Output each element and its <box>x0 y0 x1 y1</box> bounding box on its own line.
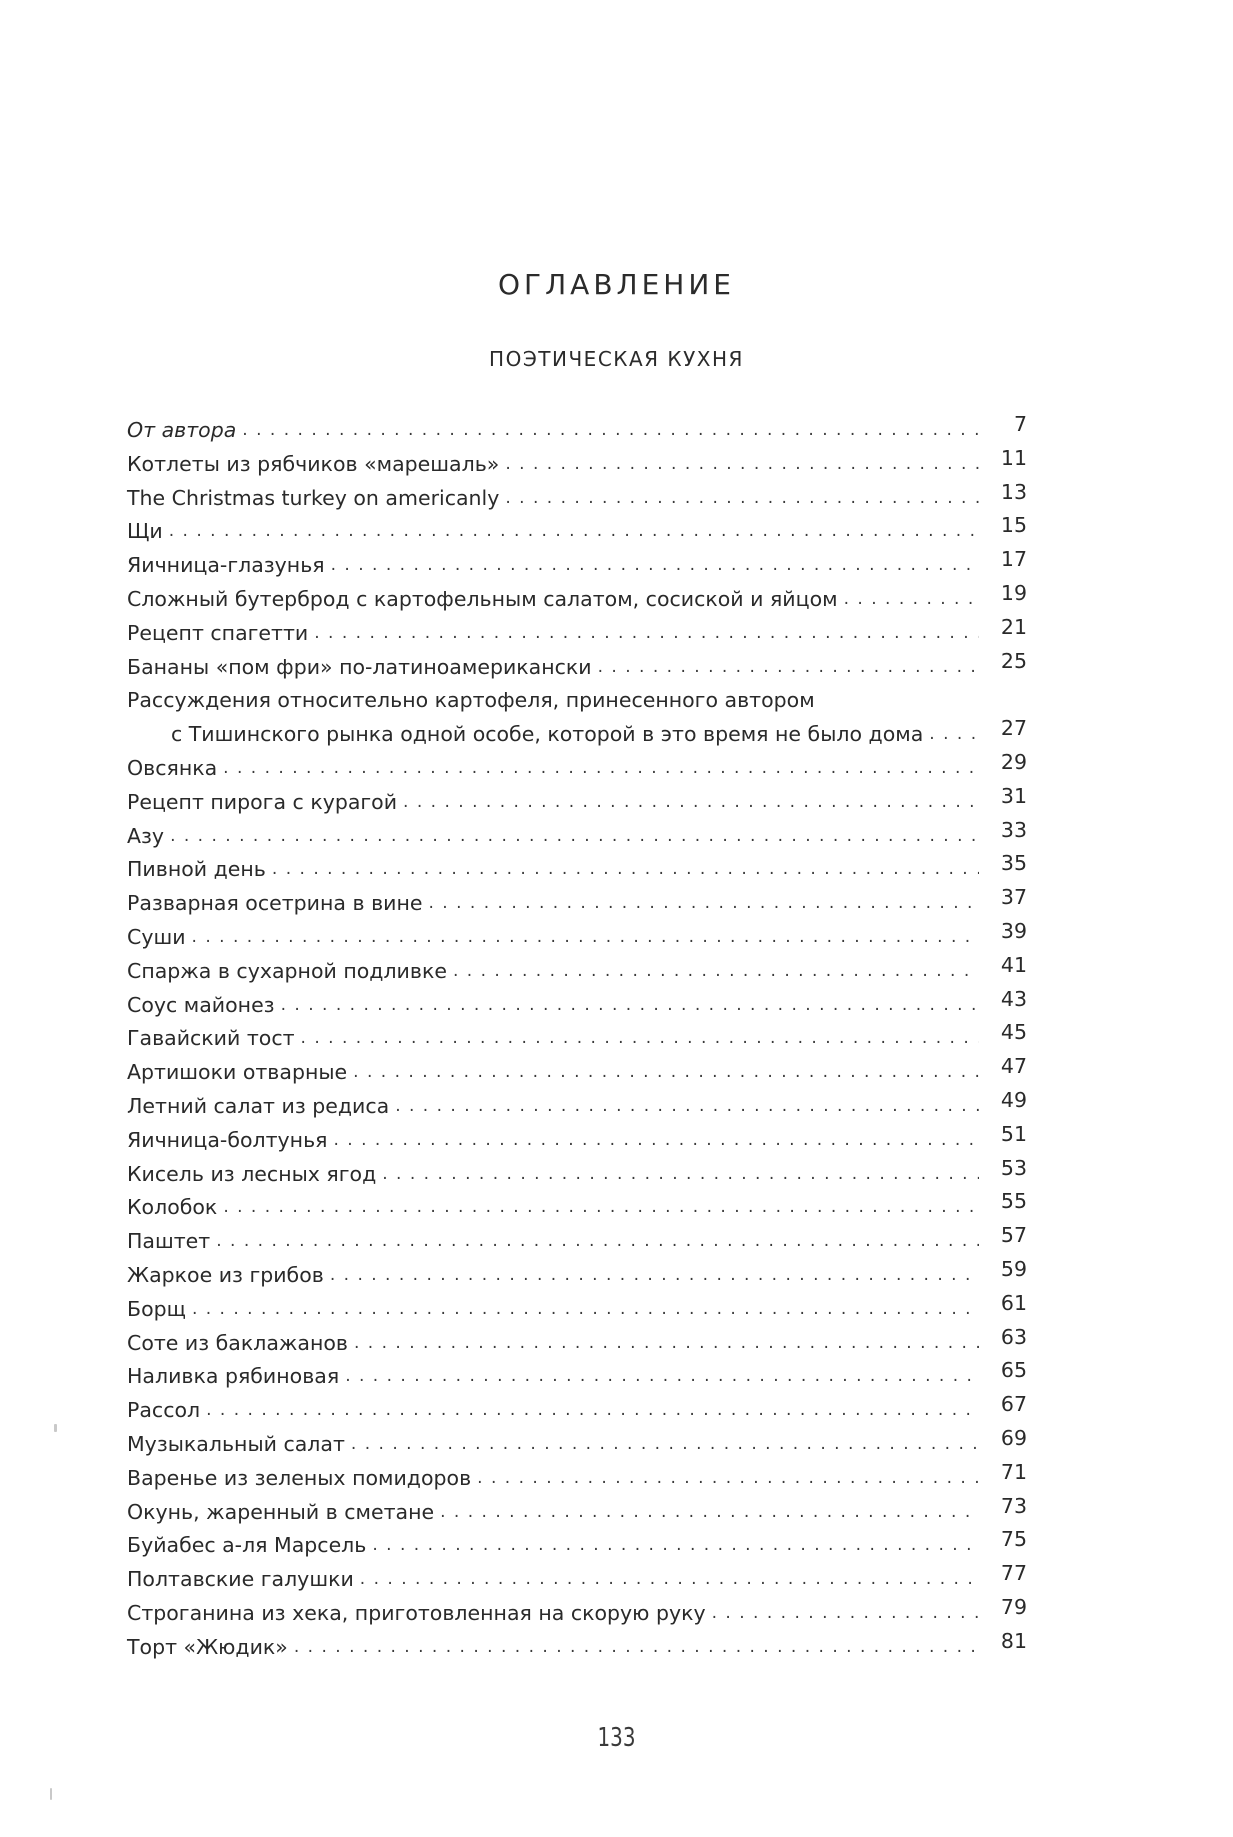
toc-entry <box>127 817 1027 854</box>
toc-entry <box>127 479 1027 516</box>
dot-leader <box>216 1225 979 1259</box>
toc-entry <box>127 1594 1027 1631</box>
dot-leader <box>223 752 979 786</box>
toc-entry <box>127 1155 1027 1192</box>
toc-entry <box>127 1425 1027 1462</box>
toc-entry-page: 59 <box>1000 1256 1027 1281</box>
toc-entry-title-continuation: с Тишинского рынка одной особе, которой в это время не было дома <box>171 722 924 747</box>
toc-entry <box>127 1459 1027 1496</box>
dot-leader <box>429 887 980 921</box>
toc-entry-page: 69 <box>1000 1425 1027 1450</box>
toc-entry-title: Бананы «пом фри» по-латиноамерикански <box>127 654 592 679</box>
toc-entry-title: Яичница-глазунья <box>127 553 325 578</box>
toc-entry-title: Варенье из зеленых помидоров <box>127 1465 472 1490</box>
dot-leader <box>242 414 979 448</box>
toc-entry <box>127 1394 1027 1428</box>
toc-entry-title: Колобок <box>127 1195 218 1220</box>
dot-leader <box>294 1631 979 1665</box>
dot-leader <box>351 1428 979 1462</box>
dot-leader <box>314 617 979 651</box>
toc-entry-page: 37 <box>1000 885 1027 910</box>
toc-entry-title: Артишоки отварные <box>127 1060 348 1085</box>
toc-entry <box>127 1056 1027 1090</box>
toc-entry-title: Рассол <box>127 1398 201 1423</box>
toc-entry-page: 63 <box>1000 1324 1027 1349</box>
toc-entry-page: 41 <box>1000 952 1027 977</box>
toc-entry-title: Окунь, жаренный в сметане <box>127 1499 435 1524</box>
toc-entry <box>127 1225 1027 1259</box>
toc-entry-page: 45 <box>1000 1020 1027 1045</box>
dot-leader <box>334 1124 980 1158</box>
toc-entry-page: 79 <box>1000 1594 1027 1619</box>
toc-entry <box>127 1563 1027 1597</box>
toc-entry-title: Паштет <box>127 1229 211 1254</box>
toc-entry-title: Пивной день <box>127 857 266 882</box>
toc-entry-title: Рецепт спагетти <box>127 620 309 645</box>
toc-entry <box>127 1121 1027 1158</box>
toc-entry <box>127 1360 1027 1394</box>
dot-leader <box>477 1462 979 1496</box>
paper-speck <box>50 1788 52 1800</box>
dot-leader <box>169 515 979 549</box>
toc-entry-page: 75 <box>1000 1527 1027 1552</box>
toc-entry-page: 21 <box>1000 614 1027 639</box>
toc-entry-title: Соте из баклажанов <box>127 1330 348 1355</box>
paper-speck <box>54 1424 57 1432</box>
dot-leader <box>505 448 979 482</box>
toc-entry-page: 15 <box>1000 513 1027 538</box>
toc-entry <box>127 1529 1027 1563</box>
toc-entry-page: 33 <box>1000 817 1027 842</box>
toc-entry-title: Торт «Жюдик» <box>127 1634 288 1659</box>
toc-entry-title: Щи <box>127 519 163 544</box>
toc-entry <box>127 749 1027 786</box>
toc-entry-title: Борщ <box>127 1296 186 1321</box>
dot-leader <box>360 1563 979 1597</box>
toc-entry-page: 17 <box>1000 547 1027 572</box>
dot-leader <box>354 1327 979 1361</box>
dot-leader <box>440 1496 979 1530</box>
toc-entry-page: 57 <box>1000 1223 1027 1248</box>
toc-entry-title: Соус майонез <box>127 992 275 1017</box>
toc-entry <box>127 648 1027 685</box>
toc-entry-page: 31 <box>1000 783 1027 808</box>
dot-leader <box>382 1158 979 1192</box>
toc-entry-title: Овсянка <box>127 755 218 780</box>
dot-leader <box>372 1529 979 1563</box>
dot-leader <box>598 651 979 685</box>
toc-entry <box>127 580 1027 617</box>
toc-entry-title: Летний салат из редиса <box>127 1093 390 1118</box>
toc-entry-page: 67 <box>1000 1392 1027 1417</box>
toc-entry-title: Спаржа в сухарной подливке <box>127 958 447 983</box>
toc-entry <box>127 952 1027 989</box>
dot-leader <box>272 853 979 887</box>
dot-leader <box>453 955 979 989</box>
toc-entry-page: 11 <box>1000 445 1027 470</box>
dot-leader <box>403 786 979 820</box>
toc-entry <box>127 684 1027 718</box>
toc-entry-page: 19 <box>1000 580 1027 605</box>
toc-entry <box>127 887 1027 921</box>
toc-entry-title: Разварная осетрина в вине <box>127 891 423 916</box>
toc-entry-page: 51 <box>1000 1121 1027 1146</box>
toc-entry-page: 55 <box>1000 1189 1027 1214</box>
dot-leader <box>206 1394 979 1428</box>
toc-entry-title: Музыкальный салат <box>127 1431 345 1456</box>
toc-entry-title: Яичница-болтунья <box>127 1127 328 1152</box>
toc-entry-title: The Christmas turkey on americanly <box>127 485 500 510</box>
dot-leader <box>345 1360 979 1394</box>
toc-entry <box>127 1191 1027 1225</box>
toc-entry <box>127 1493 1027 1530</box>
toc-entry-page: 77 <box>1000 1561 1027 1586</box>
toc-entry <box>127 1256 1027 1293</box>
toc-entry-title: Суши <box>127 924 186 949</box>
toc-entry-page: 73 <box>1000 1493 1027 1518</box>
dot-leader <box>505 482 979 516</box>
toc-entry-title: Рецепт пирога с курагой <box>127 789 398 814</box>
toc-entry <box>127 515 1027 549</box>
toc-entry-title: Рассуждения относительно картофеля, принесенного автором <box>127 688 815 713</box>
toc-entry <box>127 853 1027 887</box>
toc-entry-page: 27 <box>1000 716 1027 741</box>
toc-entry <box>127 1628 1027 1665</box>
toc-entry <box>127 414 1027 448</box>
page-number: 133 <box>597 1723 636 1753</box>
toc-entry-page: 71 <box>1000 1459 1027 1484</box>
dot-leader <box>330 1259 979 1293</box>
toc-entry-title: Кисель из лесных ягод <box>127 1161 377 1186</box>
dot-leader <box>223 1191 979 1225</box>
toc-entry-title: Наливка рябиновая <box>127 1364 340 1389</box>
toc-entry-continuation <box>127 718 1027 752</box>
toc-entry-page: 29 <box>1000 749 1027 774</box>
toc-entry-title: Сложный бутерброд с картофельным салатом, сосиской и яйцом <box>127 586 838 611</box>
toc-entry-page: 53 <box>1000 1155 1027 1180</box>
dot-leader <box>170 820 979 854</box>
toc-entry-title: Гавайский тост <box>127 1026 295 1051</box>
toc-heading: ОГЛАВЛЕНИЕ <box>498 268 735 301</box>
toc-entry-title: Жаркое из грибов <box>127 1262 324 1287</box>
dot-leader <box>301 1022 979 1056</box>
toc-entry <box>127 1087 1027 1124</box>
toc-entry <box>127 1324 1027 1361</box>
toc-entry <box>127 614 1027 651</box>
dot-leader <box>192 1293 979 1327</box>
toc-entry-page: 43 <box>1000 986 1027 1011</box>
dot-leader <box>712 1597 979 1631</box>
dot-leader <box>331 549 979 583</box>
toc-entry-page: 65 <box>1000 1358 1027 1383</box>
toc-entry-page: 81 <box>1000 1628 1027 1653</box>
dot-leader <box>281 989 979 1023</box>
toc-entry-page: 39 <box>1000 918 1027 943</box>
toc-entry-page: 13 <box>1000 479 1027 504</box>
toc-entry-page: 61 <box>1000 1290 1027 1315</box>
toc-entry-title: Полтавские галушки <box>127 1567 354 1592</box>
toc-entry <box>127 783 1027 820</box>
toc-entry-title: От автора <box>127 418 237 442</box>
toc-entry-title: Буйабес а-ля Марсель <box>127 1533 367 1558</box>
toc-entry <box>127 1290 1027 1327</box>
toc-entry <box>127 549 1027 583</box>
dot-leader <box>192 921 979 955</box>
toc-entry <box>127 986 1027 1023</box>
dot-leader <box>844 583 979 617</box>
dot-leader <box>353 1056 979 1090</box>
dot-leader <box>929 718 979 752</box>
toc-entry-title: Котлеты из рябчиков «марешаль» <box>127 451 500 476</box>
toc-entry-title: Азу <box>127 823 165 848</box>
toc-entry-page: 47 <box>1000 1054 1027 1079</box>
table-of-contents <box>127 414 1027 1664</box>
toc-entry-page: 25 <box>1000 648 1027 673</box>
toc-entry-title: Строганина из хека, приготовленная на скорую руку <box>127 1600 706 1625</box>
toc-entry-page: 35 <box>1000 851 1027 876</box>
toc-entry <box>127 445 1027 482</box>
toc-entry-page: 49 <box>1000 1087 1027 1112</box>
toc-entry <box>127 918 1027 955</box>
toc-entry <box>127 1022 1027 1056</box>
toc-entry-page: 7 <box>1013 412 1027 436</box>
section-heading: ПОЭТИЧЕСКАЯ КУХНЯ <box>489 347 744 371</box>
dot-leader <box>395 1090 979 1124</box>
